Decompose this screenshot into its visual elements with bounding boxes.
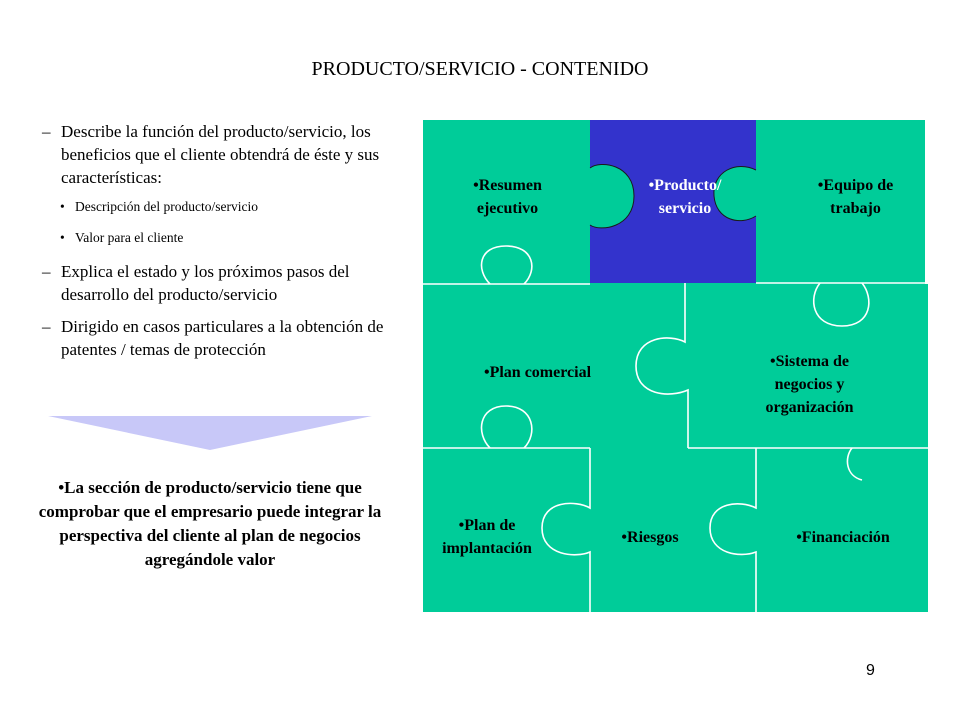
bullet-description: • Descripción del producto/servicio: [40, 198, 410, 216]
label-line: servicio: [658, 200, 712, 217]
label-line: implantación: [442, 540, 532, 557]
label-line: ejecutivo: [476, 200, 539, 217]
label-line: •Plan de: [458, 517, 516, 534]
bullet-value: • Valor para el cliente: [40, 229, 410, 247]
label-line: •Resumen: [473, 177, 542, 194]
label-line: •Equipo de: [817, 177, 894, 194]
piece-label-equipo: [788, 174, 923, 220]
page-number: 9: [866, 662, 875, 679]
piece-label-producto: [615, 174, 755, 220]
list-item-function: – Describe la función del producto/servicio, los beneficios que el cliente obtendrá de éste y sus características:: [40, 120, 410, 189]
list-item-status: – Explica el estado y los próximos pasos del desarrollo del producto/servicio: [40, 260, 410, 306]
piece-label-financiacion: [768, 526, 918, 549]
label-line: •Riesgos: [621, 529, 679, 546]
label-line: organización: [765, 399, 854, 416]
piece-label-implantacion: [417, 514, 557, 560]
label-line: •Producto/: [648, 177, 722, 194]
summary-text: •La sección de producto/servicio tiene que comprobar que el empresario puede integrar la perspectiva del cliente al plan de negocios agregándole valor: [38, 478, 382, 569]
slide-title: PRODUCTO/SERVICIO - CONTENIDO: [311, 58, 649, 80]
label-line: •Plan comercial: [483, 364, 592, 381]
label-line: •Financiación: [796, 529, 890, 546]
piece-label-sistema: [722, 350, 897, 419]
piece-label-riesgos: [595, 526, 705, 549]
label-line: •Sistema de: [770, 353, 849, 370]
label-line: negocios y: [774, 376, 845, 393]
label-line: trabajo: [830, 200, 881, 217]
piece-label-comercial: [450, 361, 625, 384]
piece-label-resumen: [440, 174, 575, 220]
list-item-patents: – Dirigido en casos particulares a la obtención de patentes / temas de protección: [40, 315, 410, 361]
